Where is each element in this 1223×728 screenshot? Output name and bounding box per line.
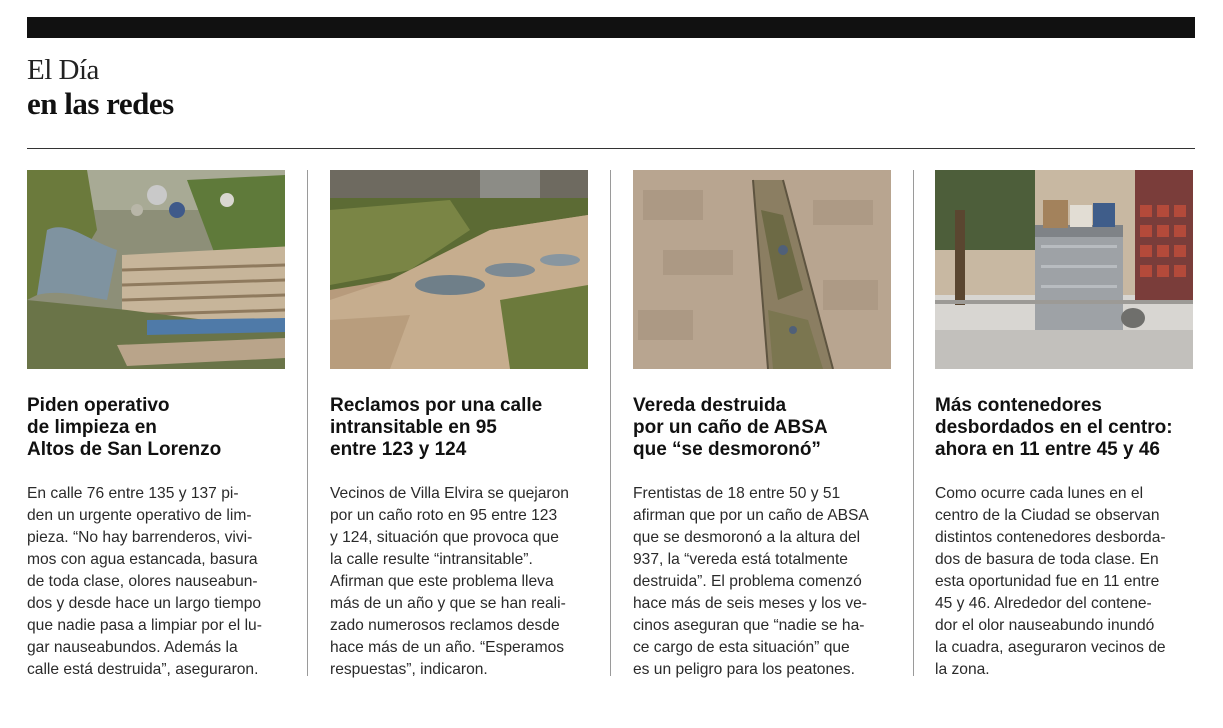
article-photo-4[interactable] <box>935 170 1193 369</box>
article-body-1: En calle 76 entre 135 y 137 pi- den un urgente operativo de lim- pieza. “No hay barrenderos, vivi- mos con agua estancada, basura de toda clase, olores nauseabun- dos y desde hace un largo tiempo que nadie pasa a limpiar por el lu- gar nauseabundos. Además la calle está destruida”, aseguraron. <box>27 485 262 678</box>
section-title-bottom: en las redes <box>27 86 174 121</box>
column-divider-2 <box>610 170 611 676</box>
article-headline-2[interactable]: Reclamos por una calle intransitable en 95 entre 123 y 124 <box>330 395 543 460</box>
section-title-top: El Día <box>27 54 99 86</box>
photo-broken-sidewalk <box>633 170 891 369</box>
article-photo-1[interactable] <box>27 170 285 369</box>
column-divider-1 <box>307 170 308 676</box>
article-body-4: Como ocurre cada lunes en el centro de la Ciudad se observan distintos contenedores desborda- dos de basura de toda clase. En esta oportunidad fue en 11 entre 45 y 46. Alrededor del contene- dor el olor nauseabundo inundó la cuadra, aseguraron vecinos de la zona. <box>935 485 1166 678</box>
section-header <box>27 53 174 121</box>
article-headline-1[interactable]: Piden operativo de limpieza en Altos de San Lorenzo <box>27 395 222 460</box>
photo-dirt-road <box>330 170 588 369</box>
article-headline-3[interactable]: Vereda destruida por un caño de ABSA que “se desmoronó” <box>633 395 828 460</box>
article-card-2 <box>330 170 588 681</box>
article-card-1 <box>27 170 285 681</box>
article-photo-3[interactable] <box>633 170 891 369</box>
article-photo-2[interactable] <box>330 170 588 369</box>
photo-garbage-creek <box>27 170 285 369</box>
article-headline-4[interactable]: Más contenedores desbordados en el centro: ahora en 11 entre 45 y 46 <box>935 395 1173 460</box>
article-card-4 <box>935 170 1193 681</box>
column-divider-3 <box>913 170 914 676</box>
article-body-3: Frentistas de 18 entre 50 y 51 afirman que por un caño de ABSA que se desmoronó a la altura del 937, la “vereda está totalmente destruida”. El problema comenzó hace más de seis meses y los ve- cinos aseguran que “nadie se ha- ce cargo de esta situación” que es un peligro para los peatones. <box>633 485 869 678</box>
article-card-3 <box>633 170 891 681</box>
header-black-bar <box>27 17 1195 38</box>
photo-overflowing-container <box>935 170 1193 369</box>
article-body-2: Vecinos de Villa Elvira se quejaron por un caño roto en 95 entre 123 y 124, situación que provoca que la calle resulte “intransitable”. Afirman que este problema lleva más de un año y que se han reali- zado numerosos reclamos desde hace más de un año. “Esperamos respuestas”, indicaron. <box>330 485 569 678</box>
header-divider <box>27 148 1195 149</box>
